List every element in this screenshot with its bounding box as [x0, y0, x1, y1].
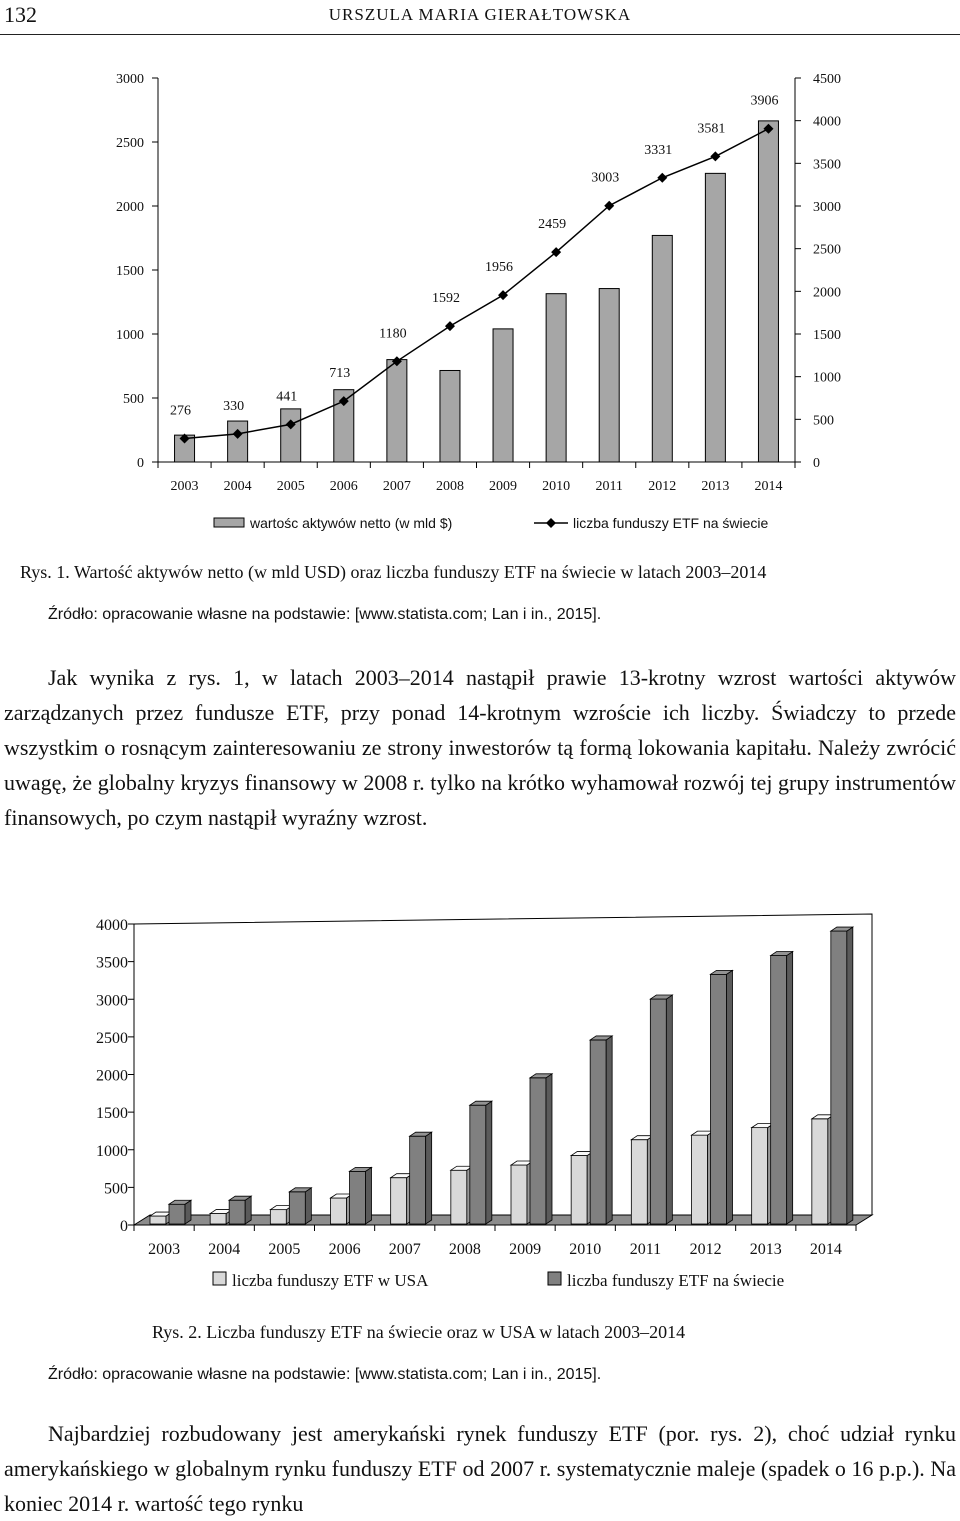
asset-bar — [758, 121, 778, 462]
left-tick-label: 0 — [137, 456, 144, 471]
x-tick-label: 2011 — [629, 1241, 662, 1258]
world-bar — [169, 1200, 191, 1224]
legend-swatch-bars — [214, 518, 244, 527]
y-tick-label: 3000 — [96, 992, 128, 1010]
fund-count-line — [185, 129, 769, 439]
bar-front-face — [410, 1136, 426, 1224]
body-paragraph-1 — [4, 660, 956, 835]
bar-front-face — [451, 1170, 467, 1224]
bar-front-face — [831, 931, 847, 1224]
asset-bar — [440, 370, 460, 462]
y-tick-label: 1500 — [96, 1105, 128, 1123]
bar-side-face — [727, 970, 733, 1224]
bar-front-face — [650, 999, 666, 1224]
world-bar — [650, 995, 672, 1224]
x-tick-label: 2010 — [542, 479, 571, 494]
figure-2-caption: Rys. 2. Liczba funduszy ETF na świecie oraz w USA w latach 2003–2014 — [152, 1322, 686, 1342]
x-tick-label: 2007 — [382, 479, 411, 494]
x-tick-label: 2011 — [595, 479, 623, 494]
x-tick-label: 2014 — [754, 479, 783, 494]
y-tick-label: 4000 — [96, 917, 128, 934]
asset-bar — [228, 421, 248, 462]
x-tick-label: 2012 — [648, 479, 677, 494]
data-label: 3331 — [644, 142, 673, 158]
asset-bar — [652, 235, 672, 462]
legend-marker — [546, 518, 556, 528]
bar-front-face — [210, 1214, 226, 1224]
y-tick-label: 500 — [104, 1180, 128, 1198]
data-label: 1956 — [485, 260, 514, 276]
x-tick-label: 2007 — [388, 1241, 421, 1258]
bar-front-face — [590, 1040, 606, 1224]
bar-side-face — [847, 927, 853, 1224]
x-tick-label: 2003 — [170, 479, 199, 494]
data-label: 3003 — [591, 170, 620, 186]
asset-bar — [705, 173, 725, 462]
data-label: 441 — [276, 389, 298, 405]
bar-front-face — [812, 1119, 828, 1224]
x-tick-label: 2004 — [223, 479, 252, 494]
body-paragraph-2-text: Najbardziej rozbudowany jest amerykański rynek funduszy ETF (por. rys. 2), choć udział rynku amerykańskiego w globalnym rynku funduszy ETF od 2007 r. systematycznie maleje (spadek o 16 p.p.). Na koniec 2014 r. wartość tego rynku — [4, 1421, 956, 1516]
page-number: 132 — [4, 2, 37, 27]
y-tick-label: 2000 — [96, 1067, 128, 1085]
world-bar — [590, 1036, 612, 1224]
bar-side-face — [305, 1188, 311, 1224]
world-bar — [530, 1074, 552, 1224]
world-bar — [350, 1167, 372, 1224]
bar-front-face — [350, 1171, 366, 1224]
figure-2-source: Źródło: opracowanie własne na podstawie: [www.statista.com; Lan i in., 2015]. — [48, 1366, 602, 1383]
bar-side-face — [426, 1132, 432, 1224]
left-tick-label: 3000 — [116, 72, 144, 87]
bar-front-face — [711, 974, 727, 1224]
data-label: 276 — [170, 403, 192, 419]
legend-swatch-world — [548, 1272, 561, 1285]
world-bar — [711, 970, 733, 1224]
bar-front-face — [169, 1204, 185, 1224]
y-tick-label: 0 — [120, 1218, 128, 1235]
legend-label-world: liczba funduszy ETF na świecie — [567, 1271, 785, 1290]
bar-front-face — [391, 1178, 407, 1224]
bar-front-face — [270, 1210, 286, 1224]
x-tick-label: 2013 — [701, 479, 730, 494]
y-tick-label: 2500 — [96, 1029, 128, 1047]
bar-front-face — [229, 1200, 245, 1224]
right-tick-label: 4500 — [813, 72, 841, 87]
legend-label-usa: liczba funduszy ETF w USA — [232, 1271, 429, 1290]
x-tick-label: 2012 — [689, 1241, 722, 1258]
world-bar — [470, 1101, 492, 1224]
data-label: 1592 — [431, 291, 460, 307]
right-tick-label: 3000 — [813, 200, 841, 215]
bar-side-face — [606, 1036, 612, 1224]
bar-front-face — [571, 1156, 587, 1224]
bar-side-face — [245, 1196, 251, 1224]
right-tick-label: 2500 — [813, 242, 841, 258]
legend-label-bars: wartośc aktywów netto (w mld $) — [250, 515, 453, 531]
world-bar — [831, 927, 853, 1224]
bar-front-face — [771, 956, 787, 1224]
bar-front-face — [470, 1105, 486, 1224]
figure-2-chart — [0, 900, 960, 1300]
x-tick-label: 2008 — [435, 479, 464, 494]
figure-1-source: Źródło: opracowanie własne na podstawie: [www.statista.com; Lan i in., 2015]. — [48, 606, 602, 623]
x-tick-label: 2003 — [148, 1241, 181, 1258]
fund-count-marker — [657, 173, 667, 183]
page-header — [0, 0, 960, 35]
x-tick-label: 2005 — [268, 1241, 301, 1258]
x-tick-label: 2006 — [328, 1241, 361, 1258]
world-bar — [771, 952, 793, 1224]
figure-1-caption: Rys. 1. Wartość aktywów netto (w mld USD) oraz liczba funduszy ETF na świecie w latach 2003–2014 — [20, 562, 767, 582]
bar-side-face — [787, 952, 793, 1224]
bar-side-face — [486, 1101, 492, 1224]
bar-front-face — [752, 1128, 768, 1224]
asset-bar — [599, 289, 619, 462]
world-bar — [410, 1132, 432, 1224]
x-tick-label: 2013 — [749, 1241, 782, 1258]
data-label: 713 — [329, 366, 351, 382]
right-tick-label: 4000 — [813, 114, 841, 130]
world-bar — [289, 1188, 311, 1224]
body-paragraph-2 — [4, 1416, 956, 1521]
data-label: 330 — [223, 398, 245, 414]
right-tick-label: 1500 — [813, 328, 841, 343]
left-tick-label: 500 — [123, 392, 144, 407]
x-tick-label: 2009 — [509, 1241, 542, 1258]
x-tick-label: 2014 — [809, 1241, 842, 1258]
x-tick-label: 2010 — [569, 1241, 602, 1258]
bar-side-face — [666, 995, 672, 1224]
bar-front-face — [289, 1192, 305, 1224]
figure-1-chart — [0, 40, 960, 580]
x-tick-label: 2005 — [276, 479, 305, 494]
world-bar — [229, 1196, 251, 1224]
data-label: 3906 — [750, 93, 779, 109]
right-tick-label: 0 — [813, 456, 820, 471]
y-tick-label: 1000 — [96, 1142, 128, 1160]
left-tick-label: 1000 — [116, 328, 144, 343]
right-tick-label: 500 — [813, 413, 834, 429]
fund-count-marker — [445, 321, 455, 331]
right-tick-label: 1000 — [813, 370, 841, 386]
bar-front-face — [331, 1198, 347, 1224]
data-label: 3581 — [697, 121, 726, 137]
left-tick-label: 2000 — [116, 200, 144, 215]
legend-label-line: liczba funduszy ETF na świecie — [573, 515, 769, 531]
asset-bar — [281, 409, 301, 462]
x-tick-label: 2008 — [448, 1241, 481, 1258]
bar-side-face — [366, 1167, 372, 1224]
left-tick-label: 1500 — [116, 264, 144, 279]
bar-side-face — [546, 1074, 552, 1224]
bar-front-face — [511, 1165, 527, 1224]
right-tick-label: 3500 — [813, 157, 841, 173]
asset-bar — [493, 329, 513, 462]
body-paragraph-1-text: Jak wynika z rys. 1, w latach 2003–2014 nastąpił prawie 13-krotny wzrost wartości aktywów zarządzanych przez fundusze ETF, przy ponad 14-krotnym wzroście ich liczby. Świadczy to przede wszystkim o rosnącym zainteresowaniu ze strony inwestorów tą formą lokowania kapitału. Należy zwrócić uwagę, że globalny kryzys finansowy w 2008 r. tylko na krótko wyhamował rozwój tej grupy instrumentów finansowych, po czym nastąpił wyraźny wzrost. — [4, 665, 956, 830]
bar-front-face — [631, 1140, 647, 1224]
x-tick-label: 2009 — [489, 479, 518, 494]
left-tick-label: 2500 — [116, 136, 144, 151]
bar-front-face — [692, 1135, 708, 1224]
asset-bar — [387, 360, 407, 462]
y-tick-label: 3500 — [96, 954, 128, 972]
running-head: URSZULA MARIA GIERAŁTOWSKA — [328, 5, 632, 24]
x-tick-label: 2006 — [329, 479, 358, 494]
data-label: 2459 — [538, 217, 567, 233]
bar-front-face — [150, 1216, 166, 1224]
x-tick-label: 2004 — [208, 1241, 241, 1258]
right-tick-label: 2000 — [813, 285, 841, 301]
fund-count-marker — [710, 151, 720, 161]
asset-bar — [546, 294, 566, 462]
data-label: 1180 — [379, 326, 407, 342]
bar-front-face — [530, 1078, 546, 1224]
legend-swatch-usa — [213, 1272, 226, 1285]
